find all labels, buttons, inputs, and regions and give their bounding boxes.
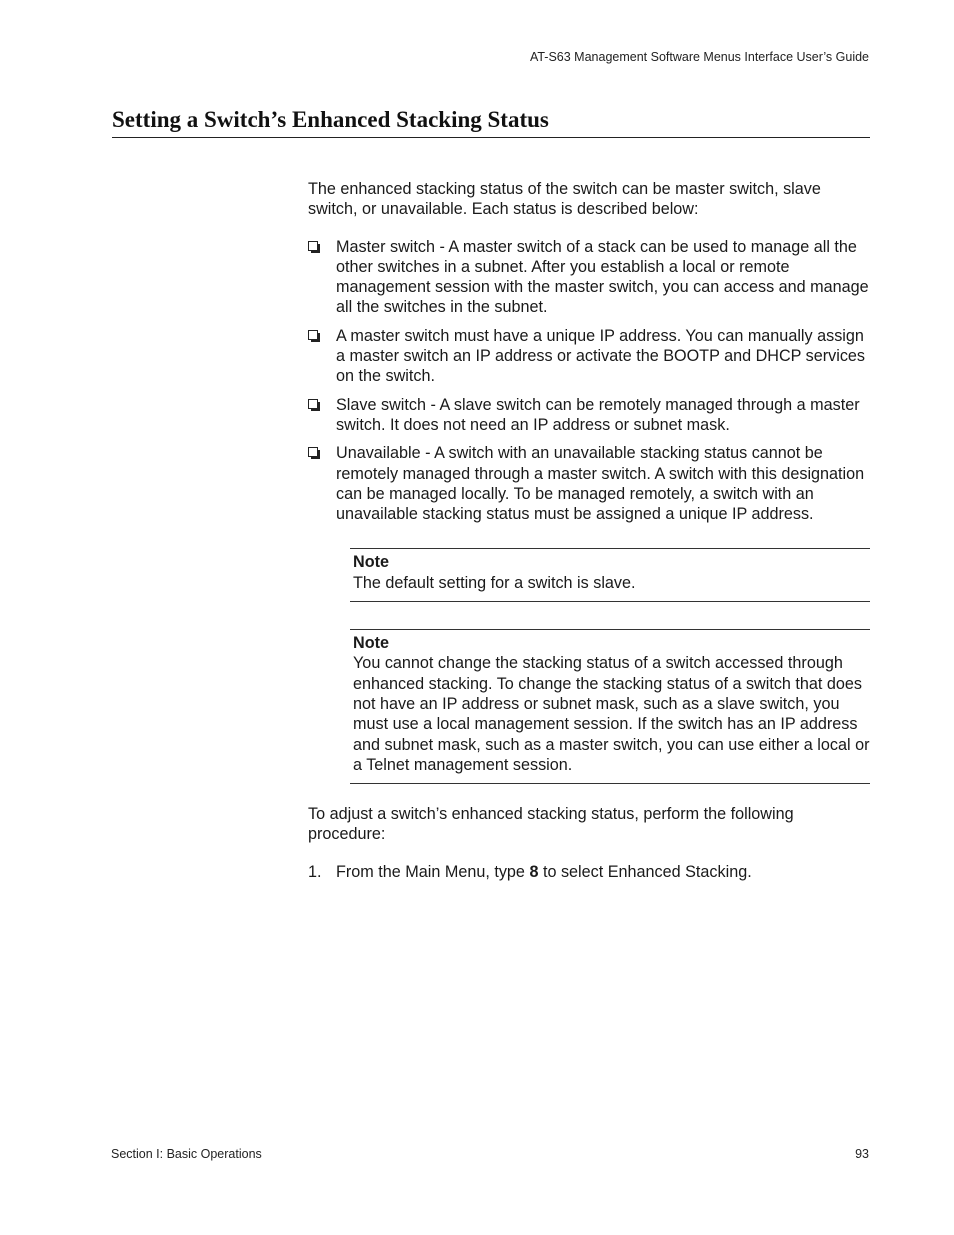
checkbox-bullet-icon: [308, 330, 318, 340]
section-title: Setting a Switch’s Enhanced Stacking Status: [112, 107, 870, 138]
note-title: Note: [353, 553, 389, 572]
step-text-after: to select Enhanced Stacking.: [538, 862, 752, 881]
intro-paragraph: The enhanced stacking status of the switch can be master switch, slave switch, or unavailable. Each status is described below:: [308, 180, 821, 219]
note-text: The default setting for a switch is slave.: [353, 573, 636, 592]
status-list: [308, 237, 870, 525]
list-item-text: Unavailable - A switch with an unavailable stacking status cannot be remotely managed through a master switch. A switch with this designation can be managed locally. To be managed remotely, a switch with an unavailable stacking status must be assigned a unique IP address.: [336, 444, 865, 524]
list-item-text: Master switch - A master switch of a stack can be used to manage all the other switches in a subnet. After you establish a local or remote management session with the master switch, you can access and manage all the switches in the subnet.: [336, 237, 869, 317]
page-number: 93: [855, 1147, 869, 1161]
procedure-intro: To adjust a switch’s enhanced stacking status, perform the following procedure:: [308, 805, 794, 844]
note-text: You cannot change the stacking status of a switch accessed through enhanced stacking. To change the stacking status of a switch that does not have an IP address or subnet mask, such as a slave switch, you must use a local management session. If the switch has an IP address and subnet mask, such as a master switch, you can use either a local or a Telnet management session.: [353, 654, 870, 774]
list-item-text: A master switch must have a unique IP address. You can manually assign a master switch an IP address or activate the BOOTP and DHCP services on the switch.: [336, 326, 866, 386]
step-text-before: From the Main Menu, type: [336, 862, 530, 881]
checkbox-bullet-icon: [308, 447, 318, 457]
list-item: [308, 326, 870, 387]
note-box: [350, 548, 870, 602]
main-content: [308, 179, 870, 882]
note-title: Note: [353, 634, 389, 653]
step-key: 8: [529, 862, 539, 881]
list-item-text: Slave switch - A slave switch can be remotely managed through a master switch. It does not need an IP address or subnet mask.: [336, 395, 860, 434]
list-item: [308, 237, 870, 318]
running-header: AT-S63 Management Software Menus Interface User’s Guide: [529, 50, 869, 64]
list-item: [308, 443, 870, 524]
footer-section: Section I: Basic Operations: [111, 1147, 262, 1161]
checkbox-bullet-icon: [308, 241, 318, 251]
checkbox-bullet-icon: [308, 399, 318, 409]
step-number: 1.: [308, 862, 322, 881]
list-item: [308, 395, 870, 436]
procedure-step: [308, 862, 870, 882]
note-box: [350, 629, 870, 784]
